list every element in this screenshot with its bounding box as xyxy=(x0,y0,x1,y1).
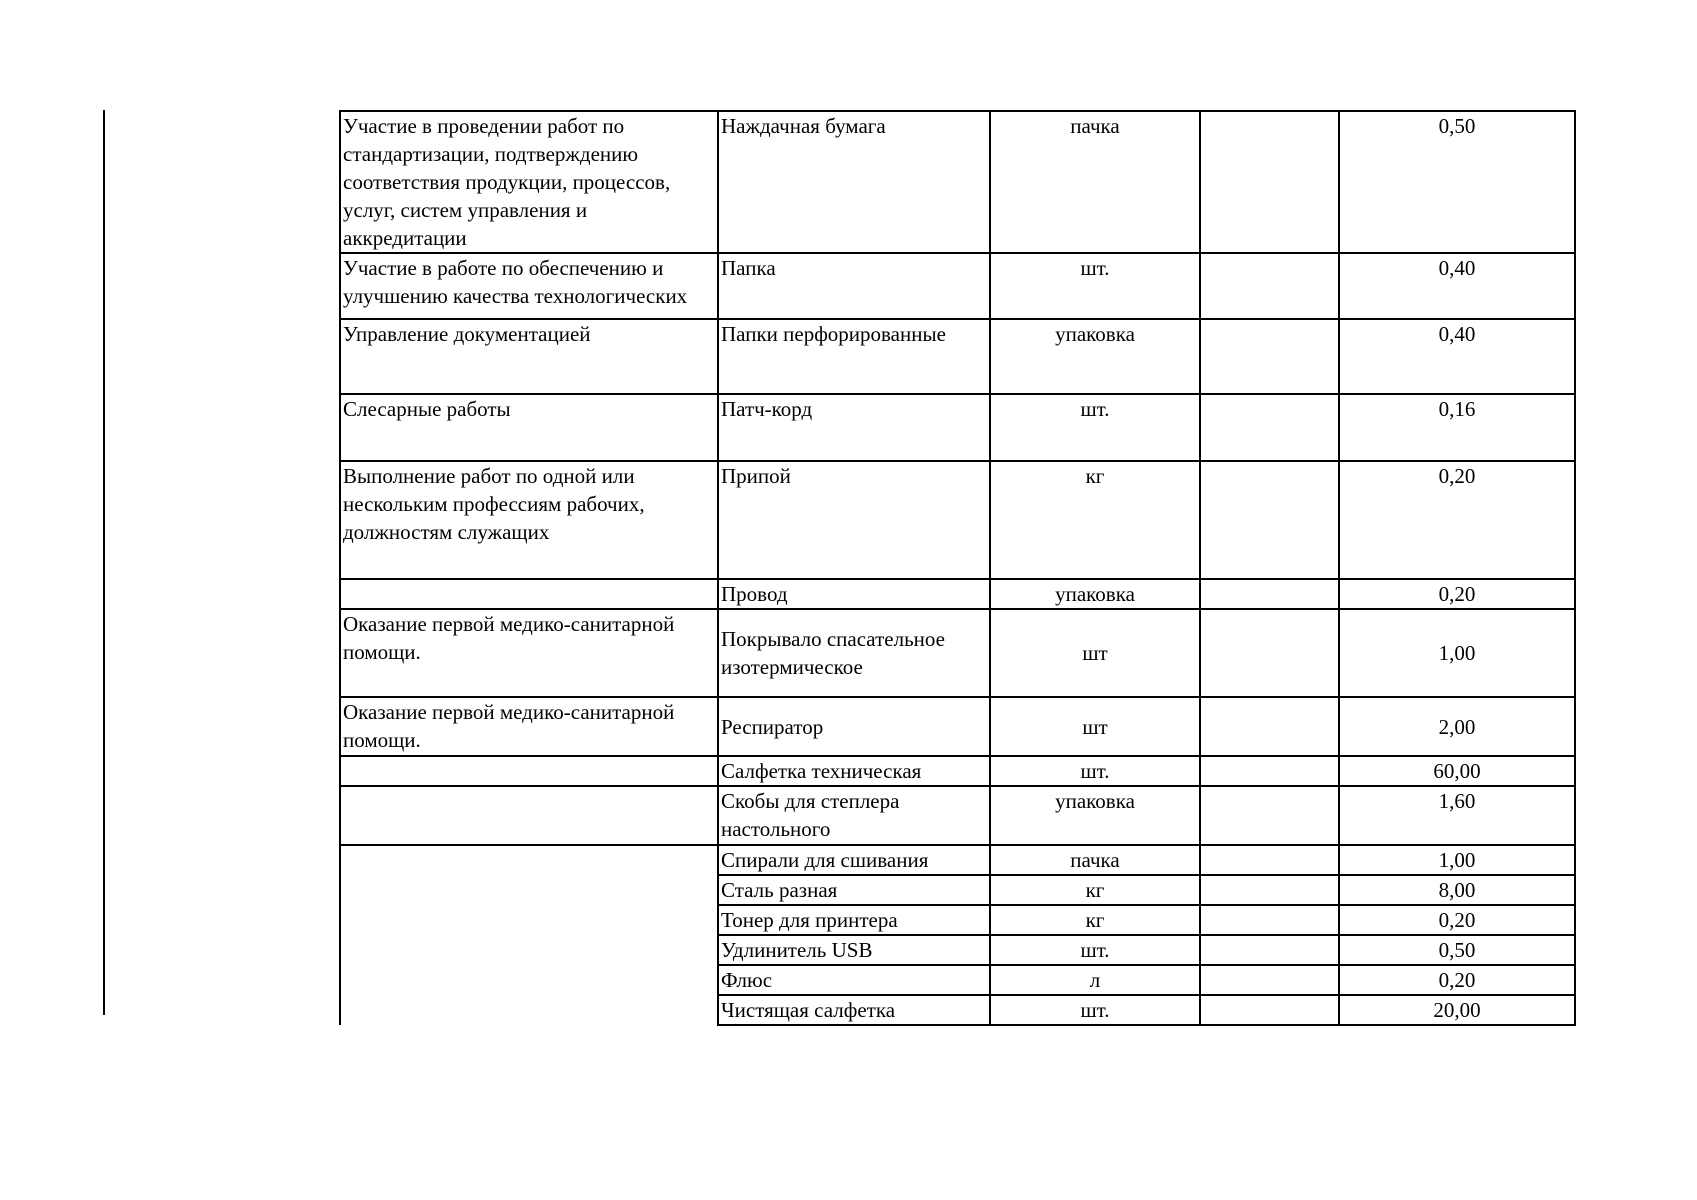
quantity-cell: 1,00 xyxy=(1339,609,1575,697)
work-cell xyxy=(340,579,718,609)
work-cell: Оказание первой медико-санитарной помощи. xyxy=(340,609,718,697)
quantity-cell: 0,40 xyxy=(1339,319,1575,394)
unit-cell: шт. xyxy=(990,995,1200,1025)
material-cell: Флюс xyxy=(718,965,990,995)
quantity-cell: 0,50 xyxy=(1339,111,1575,253)
table-row xyxy=(340,697,1575,756)
empty-cell xyxy=(1200,461,1339,579)
unit-cell: упаковка xyxy=(990,786,1200,845)
work-cell: Управление документацией xyxy=(340,319,718,394)
empty-cell xyxy=(1200,845,1339,875)
material-cell: Респиратор xyxy=(718,697,990,756)
table-row xyxy=(340,319,1575,394)
empty-cell xyxy=(1200,786,1339,845)
material-cell: Салфетка техническая xyxy=(718,756,990,786)
material-cell: Удлинитель USB xyxy=(718,935,990,965)
unit-cell: шт. xyxy=(990,394,1200,461)
material-cell: Провод xyxy=(718,579,990,609)
materials-table-body xyxy=(340,111,1575,1025)
work-cell: Слесарные работы xyxy=(340,394,718,461)
empty-cell xyxy=(1200,394,1339,461)
unit-cell: шт. xyxy=(990,253,1200,319)
material-cell: Покрывало спасательное изотермическое xyxy=(718,609,990,697)
table-row xyxy=(340,845,1575,875)
quantity-cell: 0,20 xyxy=(1339,905,1575,935)
unit-cell: кг xyxy=(990,875,1200,905)
unit-cell: шт. xyxy=(990,756,1200,786)
quantity-cell: 2,00 xyxy=(1339,697,1575,756)
work-cell: Оказание первой медико-санитарной помощи. xyxy=(340,697,718,756)
unit-cell: шт. xyxy=(990,935,1200,965)
quantity-cell: 0,20 xyxy=(1339,965,1575,995)
table-row xyxy=(340,756,1575,786)
quantity-cell: 0,50 xyxy=(1339,935,1575,965)
empty-cell xyxy=(1200,965,1339,995)
material-cell: Скобы для степлера настольного xyxy=(718,786,990,845)
unit-cell: упаковка xyxy=(990,319,1200,394)
quantity-cell: 0,16 xyxy=(1339,394,1575,461)
material-cell: Папка xyxy=(718,253,990,319)
work-cell xyxy=(340,756,718,786)
unit-cell: шт xyxy=(990,697,1200,756)
empty-cell xyxy=(1200,875,1339,905)
material-cell: Сталь разная xyxy=(718,875,990,905)
unit-cell: упаковка xyxy=(990,579,1200,609)
quantity-cell: 0,40 xyxy=(1339,253,1575,319)
table-row xyxy=(340,786,1575,845)
table-row xyxy=(340,461,1575,579)
table-row xyxy=(340,394,1575,461)
material-cell: Спирали для сшивания xyxy=(718,845,990,875)
material-cell: Наждачная бумага xyxy=(718,111,990,253)
empty-cell xyxy=(1200,253,1339,319)
table-row xyxy=(340,579,1575,609)
work-cell: Участие в проведении работ по стандартизации, подтверждению соответствия продукции, процессов, услуг, систем управления и аккредитации xyxy=(340,111,718,253)
unit-cell: л xyxy=(990,965,1200,995)
materials-table xyxy=(339,110,1576,1026)
quantity-cell: 1,00 xyxy=(1339,845,1575,875)
quantity-cell: 8,00 xyxy=(1339,875,1575,905)
quantity-cell: 0,20 xyxy=(1339,579,1575,609)
left-margin-rule xyxy=(103,110,105,1015)
quantity-cell: 60,00 xyxy=(1339,756,1575,786)
empty-cell xyxy=(1200,905,1339,935)
empty-cell xyxy=(1200,111,1339,253)
table-row xyxy=(340,609,1575,697)
material-cell: Припой xyxy=(718,461,990,579)
unit-cell: пачка xyxy=(990,845,1200,875)
material-cell: Папки перфорированные xyxy=(718,319,990,394)
unit-cell: кг xyxy=(990,461,1200,579)
table-row xyxy=(340,253,1575,319)
empty-cell xyxy=(1200,697,1339,756)
material-cell: Патч-корд xyxy=(718,394,990,461)
unit-cell: пачка xyxy=(990,111,1200,253)
empty-cell xyxy=(1200,995,1339,1025)
empty-cell xyxy=(1200,756,1339,786)
material-cell: Тонер для принтера xyxy=(718,905,990,935)
work-cell xyxy=(340,845,718,1025)
unit-cell: шт xyxy=(990,609,1200,697)
work-cell: Участие в работе по обеспечению и улучшению качества технологических xyxy=(340,253,718,319)
quantity-cell: 1,60 xyxy=(1339,786,1575,845)
empty-cell xyxy=(1200,935,1339,965)
quantity-cell: 0,20 xyxy=(1339,461,1575,579)
table-row xyxy=(340,111,1575,253)
empty-cell xyxy=(1200,609,1339,697)
empty-cell xyxy=(1200,319,1339,394)
empty-cell xyxy=(1200,579,1339,609)
unit-cell: кг xyxy=(990,905,1200,935)
quantity-cell: 20,00 xyxy=(1339,995,1575,1025)
material-cell: Чистящая салфетка xyxy=(718,995,990,1025)
work-cell: Выполнение работ по одной или нескольким профессиям рабочих, должностям служащих xyxy=(340,461,718,579)
work-cell xyxy=(340,786,718,845)
